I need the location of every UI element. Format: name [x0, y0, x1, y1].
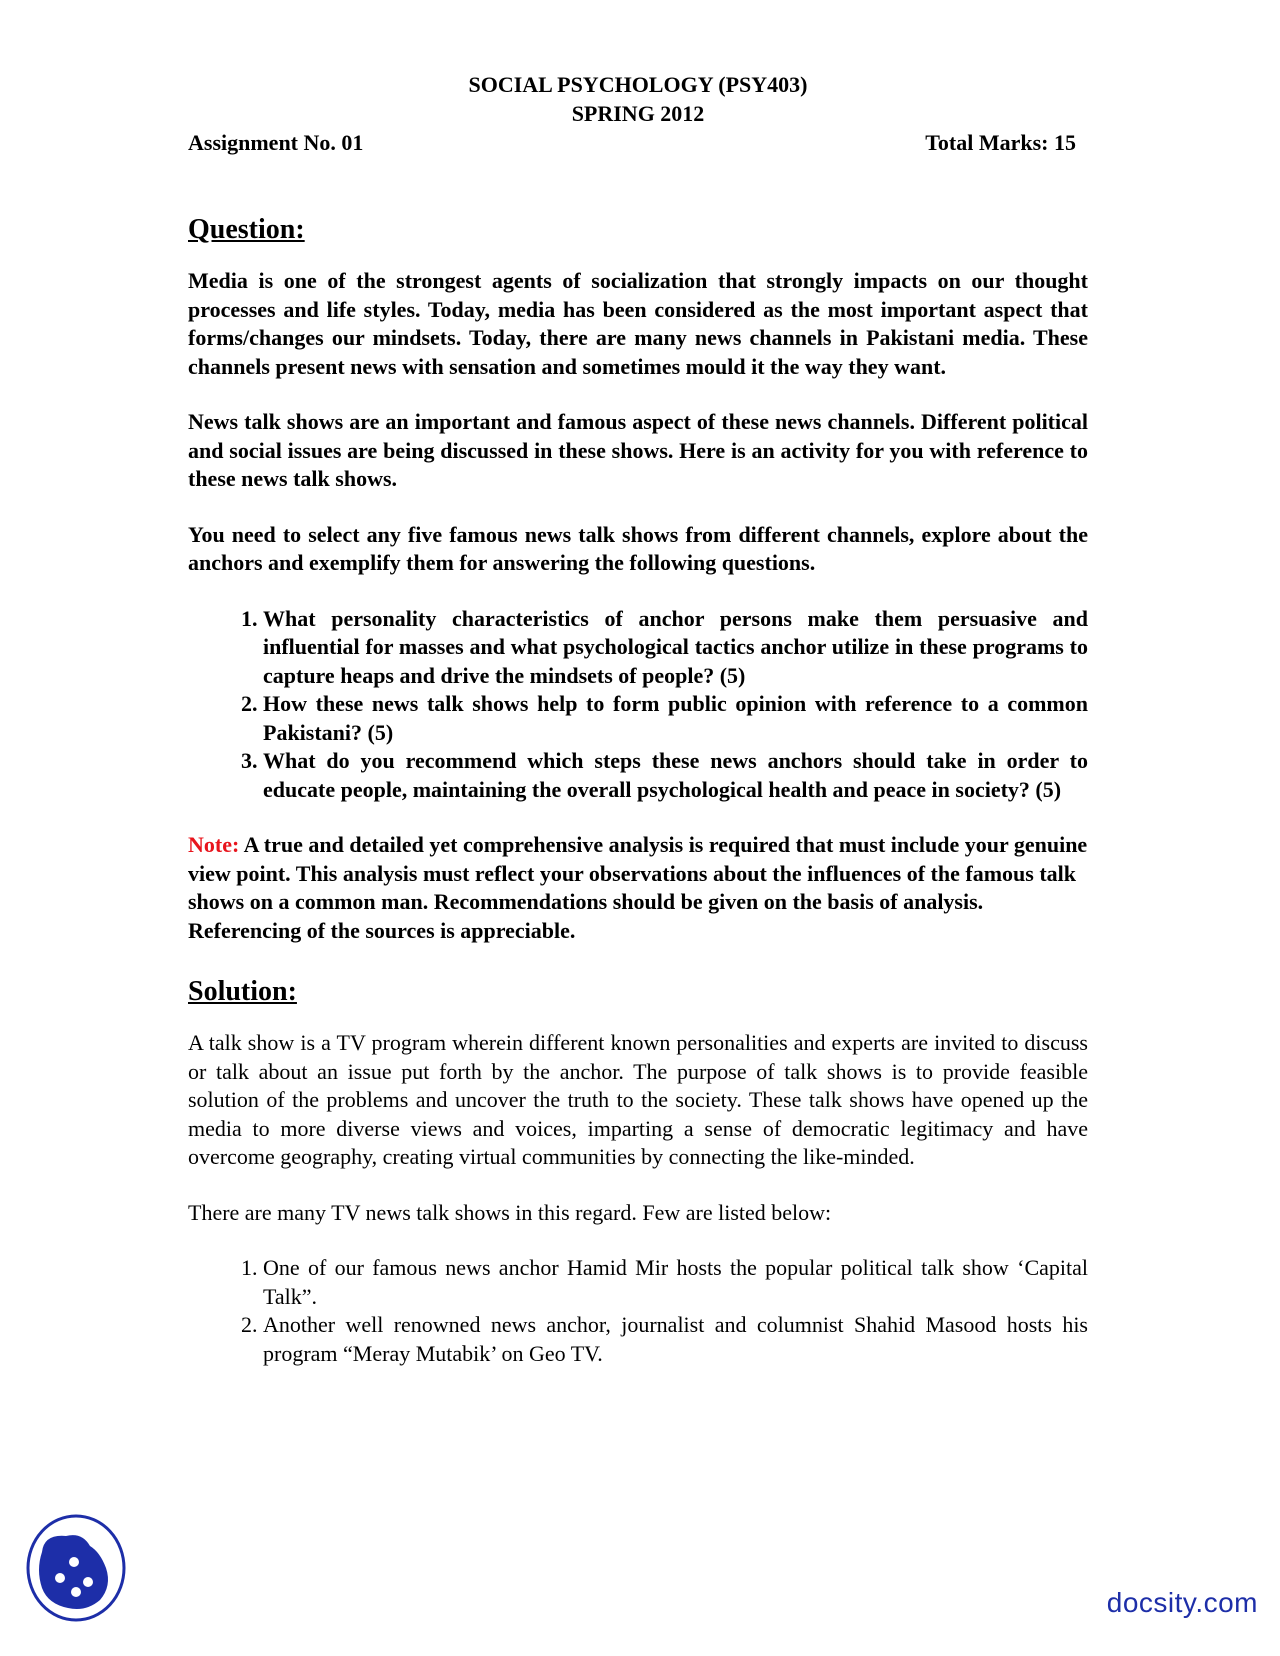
list-item: 2. How these news talk shows help to form public opinion with reference to a common Pakistani? (5) [263, 690, 1088, 747]
total-marks: Total Marks: 15 [925, 130, 1076, 155]
question-paragraph: You need to select any five famous news talk shows from different channels, explore about the anchors and exemplify them for answering the following questions. [188, 521, 1088, 575]
solution-paragraph: A talk show is a TV program wherein different known personalities and experts are invited to discuss or talk about an issue put forth by the anchor. The purpose of talk shows is to provide feasible solution of the problems and uncover the truth to the society. These talk shows have opened up the media to more diverse views and voices, imparting a sense of democratic legitimacy and have overcome geography, creating virtual communities by connecting the like-minded. [188, 1030, 1088, 1169]
solution-heading: Solution: [188, 976, 297, 1007]
list-item: 2. Another well renowned news anchor, journalist and columnist Shahid Masood hosts his program “Meray Mutabik’ on Geo TV. [263, 1311, 1088, 1368]
list-item: 1. What personality characteristics of anchor persons make them persuasive and influential for masses and what psychological tactics anchor utilize in these programs to capture heaps and drive the mindsets of people? (5) [263, 605, 1088, 691]
assignment-row [188, 128, 1088, 157]
docsity-watermark[interactable]: docsity.com [1106, 1587, 1258, 1618]
course-title: SOCIAL PSYCHOLOGY (PSY403) [468, 72, 808, 97]
question-paragraph: News talk shows are an important and famous aspect of these news channels. Different political and social issues are being discussed in these shows. Here is an activity for you with reference to these news talk shows. [188, 409, 1088, 491]
question-list [188, 605, 1088, 805]
document-page [188, 70, 1088, 1368]
note-label: Note: [188, 832, 240, 857]
docsity-logo-icon [24, 1512, 130, 1624]
question-heading: Question: [188, 214, 305, 245]
list-item: 1. One of our famous news anchor Hamid Mir hosts the popular political talk show ‘Capital Talk”. [263, 1254, 1088, 1311]
list-item: 3. What do you recommend which steps these news anchors should take in order to educate people, maintaining the overall psychological health and peace in society? (5) [263, 747, 1088, 804]
docsity-logo-icon [24, 1512, 130, 1624]
note-text: A true and detailed yet comprehensive analysis is required that must include your genuine view point. This analysis must reflect your observations about the influences of the famous talk shows on a common man. Recommendations should be given on the basis of analysis. Referencing of the sources is appreciable. [188, 832, 1088, 943]
note-paragraph [188, 831, 1088, 945]
question-paragraph: Media is one of the strongest agents of socialization that strongly impacts on our thought processes and life styles. Today, media has been considered as the most important aspect that forms/changes our mindsets. Today, there are many news channels in Pakistani media. These channels present news with sensation and sometimes mould it the way they want. [188, 268, 1088, 379]
term: SPRING 2012 [571, 101, 705, 126]
solution-list [188, 1254, 1088, 1368]
assignment-number: Assignment No. 01 [188, 130, 364, 155]
solution-paragraph: There are many TV news talk shows in this regard. Few are listed below: [188, 1199, 832, 1225]
